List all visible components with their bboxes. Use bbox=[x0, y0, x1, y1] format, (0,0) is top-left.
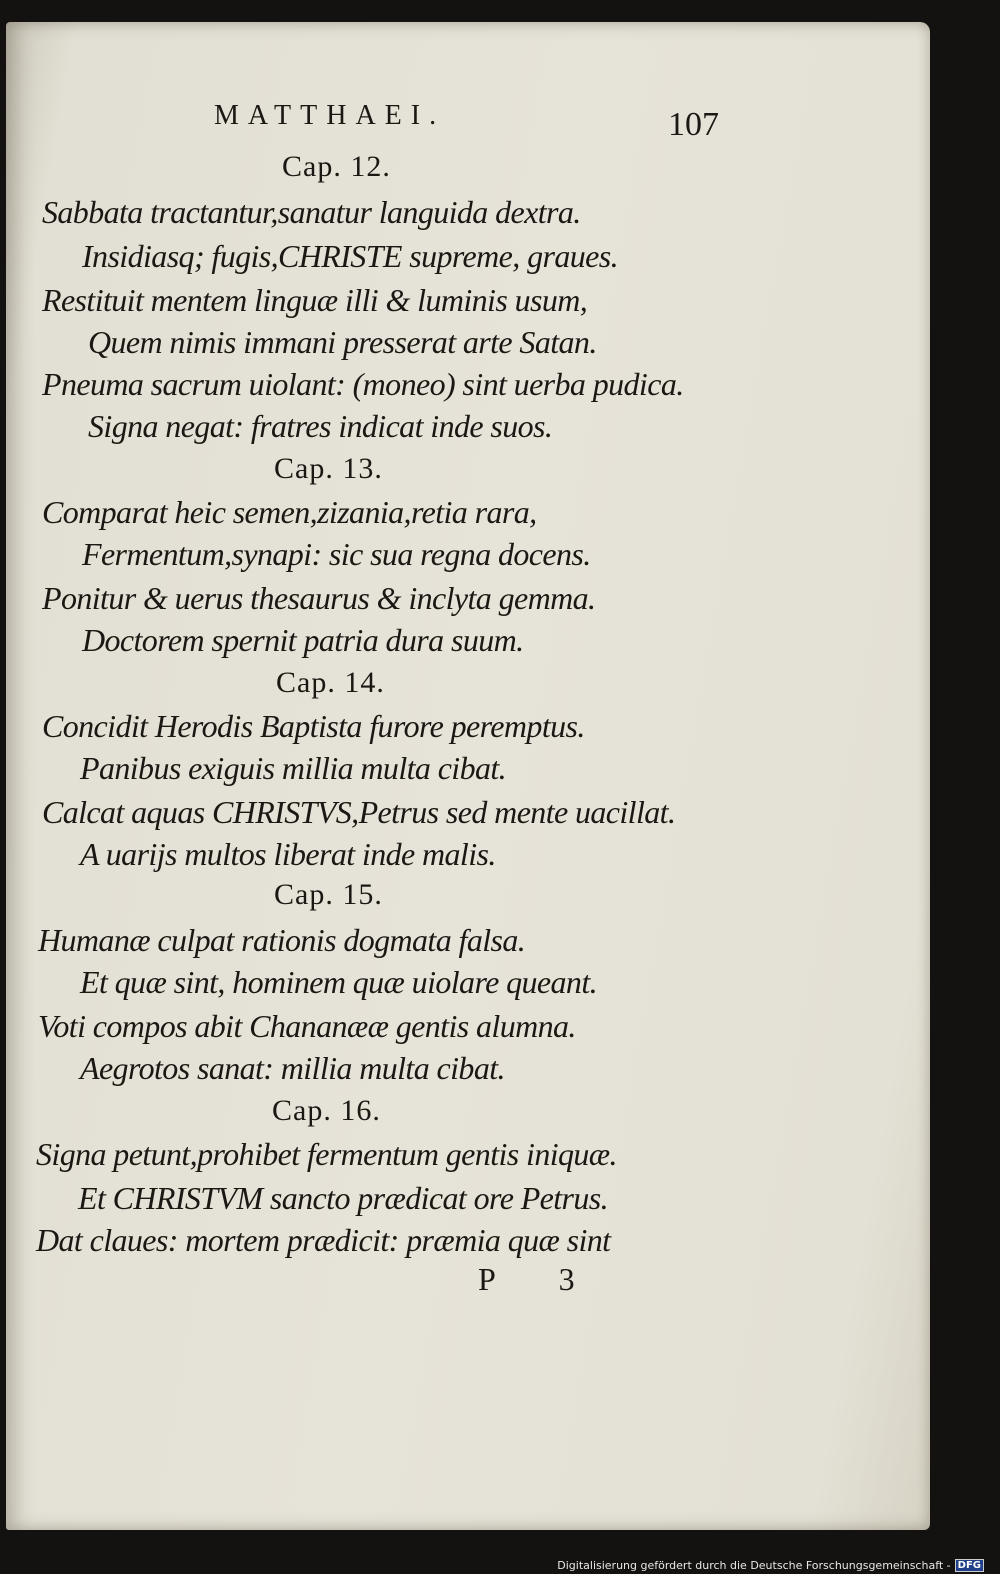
verse-line: Voti compos abit Chananææ gentis alumna. bbox=[38, 1008, 576, 1044]
credit-text: Digitalisierung gefördert durch die Deutsche Forschungsgemeinschaft - bbox=[557, 1559, 951, 1572]
verse-line: Concidit Herodis Baptista furore peremptus. bbox=[42, 708, 585, 744]
verse-line: Doctorem spernit patria dura suum. bbox=[82, 622, 524, 658]
verse-line: Pneuma sacrum uiolant: (moneo) sint uerba pudica. bbox=[42, 366, 684, 402]
signature-mark: P 3 bbox=[478, 1261, 603, 1297]
verse-line: Calcat aquas CHRISTVS,Petrus sed mente uacillat. bbox=[42, 794, 676, 830]
verse-line: Aegrotos sanat: millia multa cibat. bbox=[80, 1050, 505, 1086]
verse-line: Ponitur & uerus thesaurus & inclyta gemma. bbox=[42, 580, 596, 616]
verse-line: Comparat heic semen,zizania,retia rara, bbox=[42, 494, 537, 530]
verse-line: Sabbata tractantur,sanatur languida dextra. bbox=[42, 194, 581, 230]
verse-line: Humanæ culpat rationis dogmata falsa. bbox=[38, 922, 526, 958]
verse-line: Fermentum,synapi: sic sua regna docens. bbox=[82, 536, 591, 572]
chapter-heading: Cap. 14. bbox=[276, 666, 385, 699]
chapter-heading: Cap. 13. bbox=[274, 452, 383, 485]
verse-line: Et quæ sint, hominem quæ uiolare queant. bbox=[80, 964, 598, 1000]
running-head: MATTHAEI. bbox=[214, 100, 446, 131]
verse-line: Signa petunt,prohibet fermentum gentis iniquæ. bbox=[36, 1136, 617, 1172]
verse-line: A uarijs multos liberat inde malis. bbox=[80, 836, 496, 872]
verse-line: Restituit mentem linguæ illi & luminis usum, bbox=[42, 282, 588, 318]
verse-line: Signa negat: fratres indicat inde suos. bbox=[88, 408, 553, 444]
chapter-heading: Cap. 16. bbox=[272, 1094, 381, 1127]
chapter-heading: Cap. 15. bbox=[274, 878, 383, 911]
page-number: 107 bbox=[668, 106, 719, 143]
verse-line: Panibus exiguis millia multa cibat. bbox=[80, 750, 507, 786]
verse-line: Quem nimis immani presserat arte Satan. bbox=[88, 324, 597, 360]
chapter-heading: Cap. 12. bbox=[282, 150, 391, 183]
digitization-credit bbox=[557, 1559, 984, 1572]
verse-line: Dat claues: mortem prædicit: præmia quæ sint bbox=[36, 1222, 611, 1258]
dfg-logo: DFG bbox=[955, 1559, 984, 1572]
verse-line: Et CHRISTVM sancto prædicat ore Petrus. bbox=[78, 1180, 609, 1216]
verse-line: Insidiasq; fugis,CHRISTE supreme, graues. bbox=[82, 238, 618, 274]
